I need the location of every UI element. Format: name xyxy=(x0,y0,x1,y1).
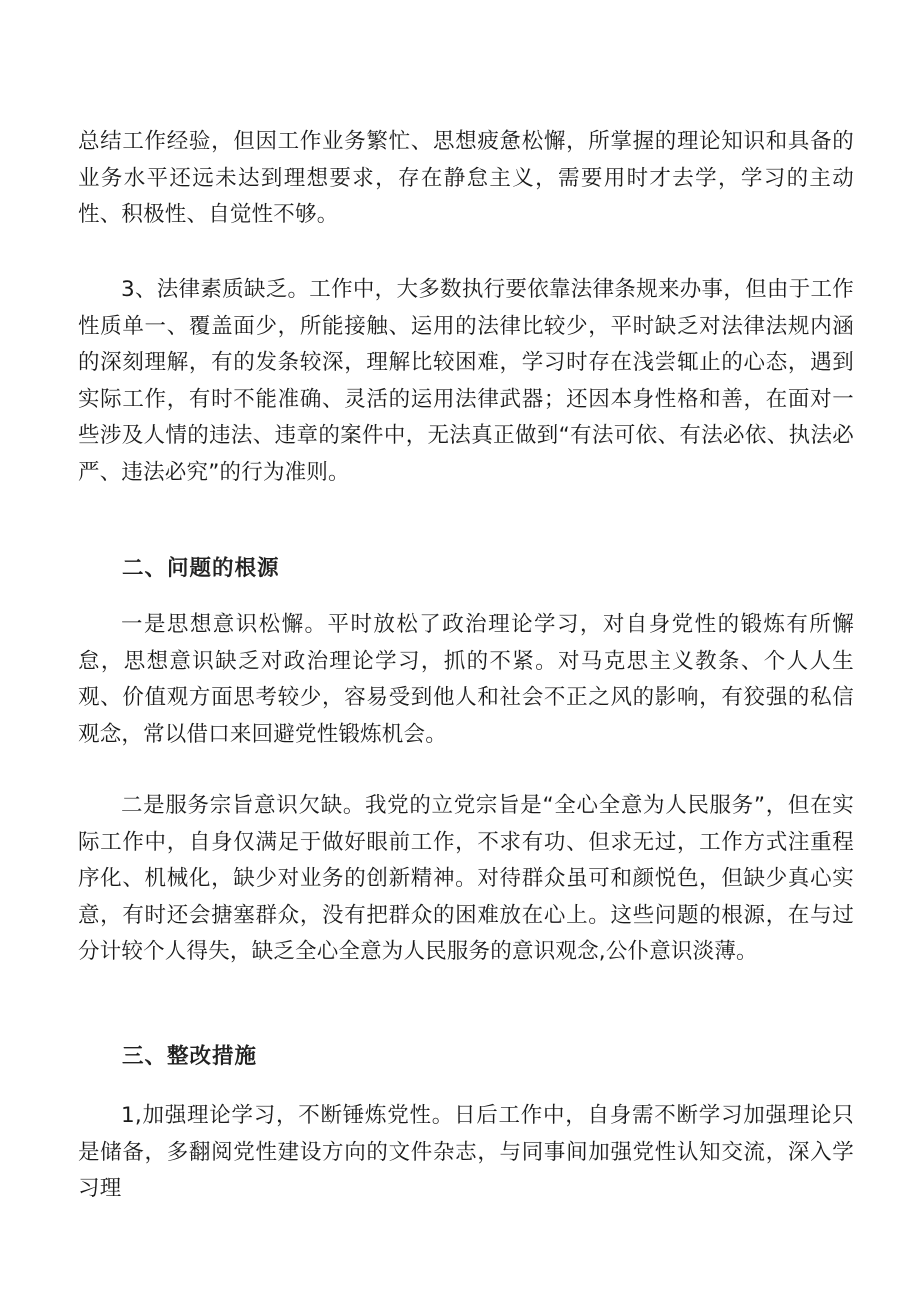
paragraph-root-cause-service: 二是服务宗旨意识欠缺。我党的立党宗旨是“全心全意为人民服务”，但在实际工作中，自身仅满足于做好眼前工作，不求有功、但求无过，工作方式注重程序化、机械化，缺少对业务的创新精神。对待群众虽可和颜悦色，但缺少真心实意，有时还会搪塞群众，没有把群众的困难放在心上。这些问题的根源，在与过分计较个人得失，缺乏全心全意为人民服务的意识观念,公仆意识淡薄。 xyxy=(78,793,854,964)
section-heading-problem-roots: 二、问题的根源 xyxy=(122,556,280,581)
section-heading-rectification-measures: 三、整改措施 xyxy=(122,1044,258,1069)
paragraph-law-quality: 3、法律素质缺乏。工作中，大多数执行要依靠法律条规来办事，但由于工作性质单一、覆盖面少，所能接触、运用的法律比较少，平时缺乏对法律法规内涵的深刻理解，有的发条较深，理解比较困难，学习时存在浅尝辄止的心态，遇到实际工作，有时不能准确、灵活的运用法律武器；还因本身性格和善，在面对一些涉及人情的违法、违章的案件中，无法真正做到“有法可依、有法必依、执法必严、违法必究”的行为准则。 xyxy=(78,277,854,485)
paragraph-work-experience: 总结工作经验，但因工作业务繁忙、思想疲惫松懈，所掌握的理论知识和具备的业务水平还远未达到理想要求，存在静怠主义，需要用时才去学，学习的主动性、积极性、自觉性不够。 xyxy=(78,129,854,227)
paragraph-measure-theory-study: 1,加强理论学习，不断锤炼党性。日后工作中，自身需不断学习加强理论只是储备，多翻阅党性建设方向的文件杂志，与同事间加强党性认知交流，深入学习理 xyxy=(78,1103,854,1201)
paragraph-root-cause-thought: 一是思想意识松懈。平时放松了政治理论学习，对自身党性的锻炼有所懈怠，思想意识缺乏对政治理论学习，抓的不紧。对马克思主义教条、个人人生观、价值观方面思考较少，容易受到他人和社会不正之风的影响，有狡强的私信观念，常以借口来回避党性锻炼机会。 xyxy=(78,612,854,747)
